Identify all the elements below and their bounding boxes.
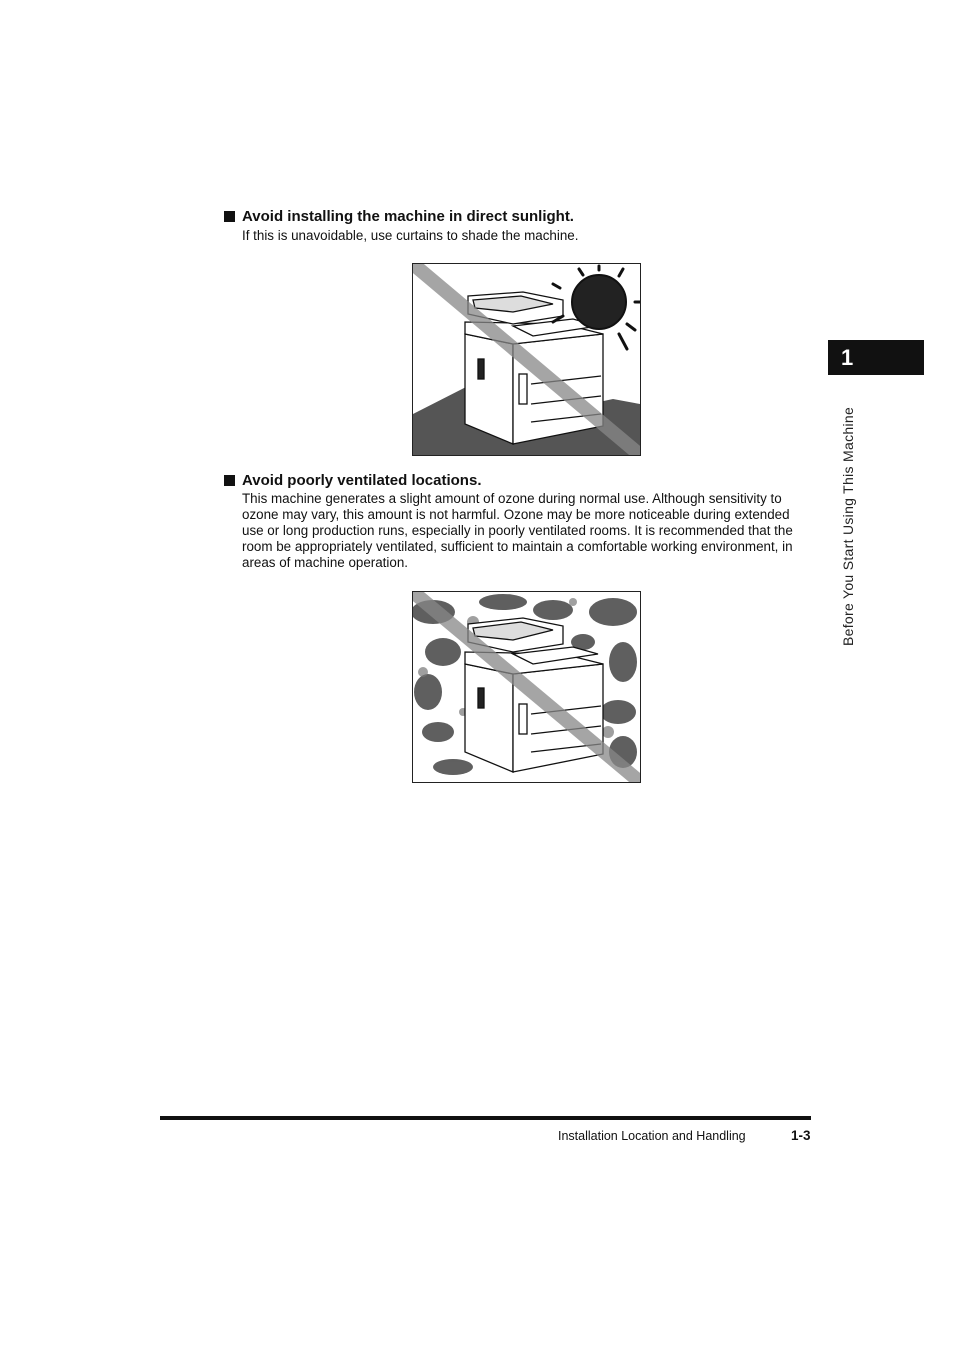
chapter-tab: 1: [828, 340, 924, 375]
section-heading-text: Avoid installing the machine in direct sunlight.: [242, 208, 574, 225]
section-heading-ventilation: [224, 472, 481, 490]
page-number: 1-3: [791, 1128, 811, 1143]
copier-in-sunlight-illustration: [413, 264, 640, 455]
square-bullet-icon: [224, 475, 235, 486]
figure-ventilation-prohibited: [412, 591, 641, 783]
section-body-sunlight: If this is unavoidable, use curtains to shade the machine.: [242, 228, 579, 243]
square-bullet-icon: [224, 211, 235, 222]
footer-divider: [160, 1116, 811, 1120]
section-body-ventilation: This machine generates a slight amount of ozone during normal use. Although sensitivity to ozone may vary, this amount is not harmful. Ozone may be more noticeable during extended use or long production runs, especially in poorly ventilated rooms. It is recommended that the room be appropriately ventilated, sufficient to maintain a comfortable working environment, in areas of machine operation.: [242, 491, 793, 570]
footer-section-title: Installation Location and Handling: [558, 1129, 746, 1143]
section-heading-text: Avoid poorly ventilated locations.: [242, 472, 482, 489]
section-heading-sunlight: [224, 208, 574, 226]
chapter-side-title: Before You Start Using This Machine: [840, 406, 856, 646]
figure-sunlight-prohibited: [412, 263, 641, 456]
copier-in-smoke-illustration: [413, 592, 640, 782]
